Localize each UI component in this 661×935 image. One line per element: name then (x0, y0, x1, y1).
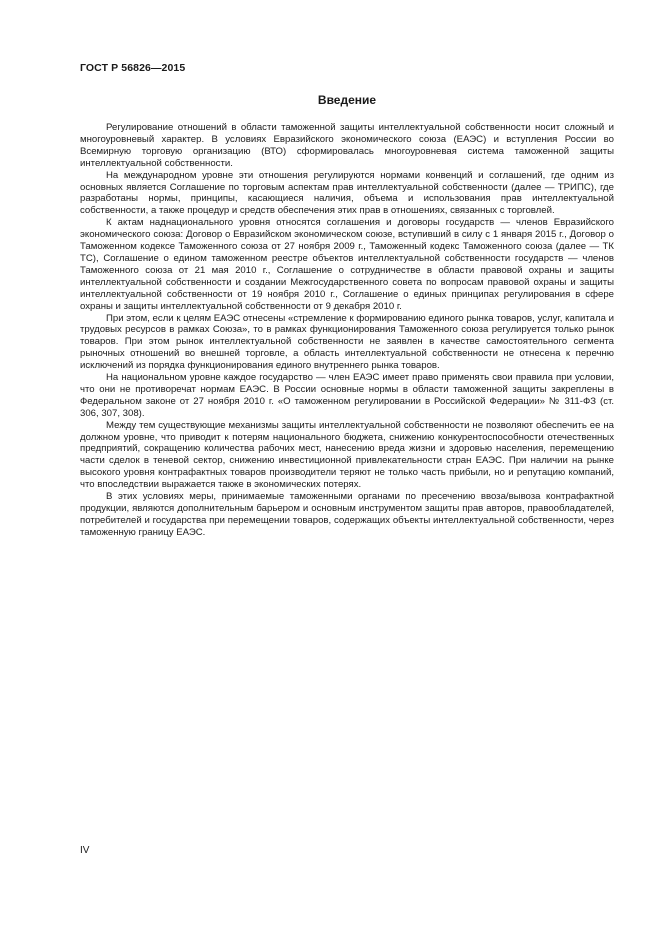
body-text (80, 122, 614, 539)
document-header: ГОСТ Р 56826—2015 (80, 62, 186, 74)
paragraph: При этом, если к целям ЕАЭС отнесены «стремление к формированию единого рынка товаров, услуг, капитала и трудовых ресурсов в рамках Союза», то в рамках функционирования Таможенного союза регулируется только рынок товаров. При этом рынок интеллектуальной собственности не заявлен в качестве самостоятельного сегмента рыночных отношений во внешней торговле, а область интеллектуальной собственности не отнесена к перечню исключений из порядка функционирования единого внутреннего рынка товаров. (80, 312, 614, 372)
paragraph: Между тем существующие механизмы защиты интеллектуальной собственности не позволяют обеспечить ее на должном уровне, что приводит к потерям национального бюджета, снижению конкурентоспособности отечественных предприятий, сокращению количества рабочих мест, нанесению вреда жизни и здоровью населения, перемещению части сделок в теневой сектор, снижению инвестиционной привлекательности стран ЕАЭС. При наличии на рынке высокого уровня контрафактных товаров производители теряют не только часть прибыли, но и репутацию компаний, что впоследствии выражается также в экономических потерях. (80, 419, 614, 491)
paragraph: На национальном уровне каждое государство — член ЕАЭС имеет право применять свои правила при условии, что они не противоречат нормам ЕАЭС. В России основные нормы в области таможенной защиты закреплены в Федеральном законе от 27 ноября 2010 г. «О таможенном регулировании в Российской Федерации» № 311-ФЗ (ст. 306, 307, 308). (80, 372, 614, 419)
paragraph: На международном уровне эти отношения регулируются нормами конвенций и соглашений, где одним из основных является Соглашение по торговым аспектам прав интеллектуальной собственности (далее — ТРИПС), где разработаны нормы, принципы, касающиеся наличия, объема и использования прав интеллектуальной собственности, а также процедур и средств обеспечения этих прав в отношениях, связанных с торговлей. (80, 169, 614, 217)
paragraph: Регулирование отношений в области таможенной защиты интеллектуальной собственности носит сложный и многоуровневый характер. В условиях Евразийского экономического союза (ЕАЭС) и вступления России во Всемирную торговую организацию (ВТО) сформировалась многоуровневая система таможенной защиты интеллектуальной собственности. (80, 122, 614, 169)
section-title: Введение (317, 93, 377, 107)
page-number: IV (80, 845, 90, 856)
paragraph: В этих условиях меры, принимаемые таможенными органами по пресечению ввоза/вывоза контрафактной продукции, являются дополнительным барьером и основным инструментом защиты прав авторов, правообладателей, потребителей и государства при перемещении товаров, содержащих объекты интеллектуальной собственности, через таможенную границу ЕАЭС. (80, 491, 614, 538)
paragraph: К актам наднационального уровня относятся соглашения и договоры государств — членов Евразийского экономического союза: Договор о Евразийском экономическом союзе, вступивший в силу с 1 января 2015 г., Договор о Таможенном кодексе Таможенного союза от 27 ноября 2009 г., Таможенный кодекс Таможенного союза (далее — ТК ТС), Соглашение о едином таможенном реестре объектов интеллектуальной собственности государств — членов Таможенного союза от 21 мая 2010 г., Соглашение о сотрудничестве в области правовой охраны и защиты интеллектуальной собственности и создании Межгосударственного совета по вопросам правовой охраны и защиты интеллектуальной собственности от 19 ноября 2010 г., Соглашение о единых принципах регулирования в сфере охраны и защиты интеллектуальной собственности от 9 декабря 2010 г. (80, 217, 614, 312)
